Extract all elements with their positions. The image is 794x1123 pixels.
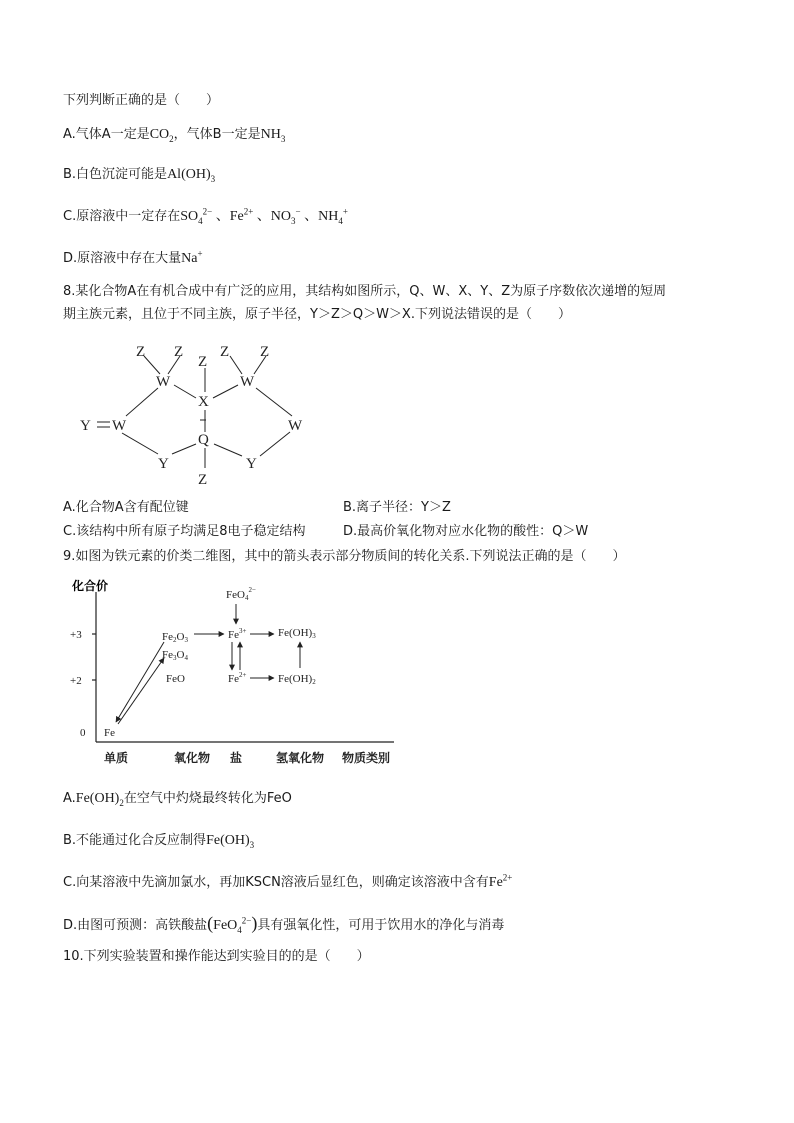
formula-co2: $CO_2$ xyxy=(149,127,174,144)
atom-z: Z xyxy=(220,344,230,360)
species-fe3plus: $Fe^{3+}$ xyxy=(228,627,247,641)
x-label: 盐 xyxy=(230,751,243,765)
atom-z: Z xyxy=(198,472,208,488)
q7-option-d xyxy=(63,250,203,268)
formula-fe-oh-3: $Fe(OH)_3$ xyxy=(206,833,255,850)
atom-z: Z xyxy=(198,354,208,370)
species-fe-oh-3: Fe(OH)3 xyxy=(278,627,316,640)
q8-option-d: D.最高价氧化物对应水化物的酸性：Q＞W xyxy=(343,524,589,539)
atom-w: W xyxy=(288,418,303,434)
species-feo4-2minus: $FeO4^{2-}$ xyxy=(226,586,256,602)
species-fe2o3: Fe2O3 xyxy=(162,631,188,644)
x-label: 氧化物 xyxy=(174,751,211,765)
atom-y: Y xyxy=(246,456,257,472)
q9-option-c xyxy=(63,874,512,892)
q8-stem-line-1: 8.某化合物A在有机合成中有广泛的应用，其结构如图所示，Q、W、X、Y、Z为原子序数依次递增的短周 xyxy=(63,284,667,299)
q7-option-b-pre: B.白色沉淀可能是 xyxy=(63,167,168,182)
q8-option-c: C.该结构中所有原子均满足8电子稳定结构 xyxy=(63,524,306,539)
q9-option-d xyxy=(63,914,504,935)
q9-option-a-pre: A. xyxy=(63,791,76,806)
formula-nh3: $NH_3$ xyxy=(260,127,286,144)
y-tick: 0 xyxy=(80,727,86,739)
q9-option-d-post: 具有强氧化性，可用于饮用水的净化与消毒 xyxy=(257,918,505,933)
q9-option-a-post: 在空气中灼烧最终转化为FeO xyxy=(123,791,292,806)
q8-structure-diagram xyxy=(70,338,330,490)
species-fe3o4: Fe3O4 xyxy=(162,649,188,662)
ion-na: Na+ xyxy=(181,248,203,266)
atom-y: Y xyxy=(158,456,169,472)
formula-fe-oh-2: $Fe(OH)_2$ xyxy=(75,791,124,808)
ion-fe2plus: $Fe^{2+}$ xyxy=(488,872,513,890)
q9-option-a xyxy=(63,790,292,808)
atom-z: Z xyxy=(174,344,184,360)
arrow-fe-to-fe3o4 xyxy=(118,658,164,724)
q7-stem: 下列判断正确的是（ ） xyxy=(63,93,220,108)
species-feo: FeO xyxy=(166,673,185,685)
q7-option-c-pre: C.原溶液中一定存在 xyxy=(63,209,181,224)
q7-option-a-pre: A.气体A一定是 xyxy=(63,127,150,142)
formula-al-oh-3: $Al(OH)_3$ xyxy=(167,167,216,184)
species-fe: Fe xyxy=(104,727,115,739)
atom-q: Q xyxy=(198,432,209,448)
q7-option-b xyxy=(63,166,215,184)
atom-w: W xyxy=(112,418,127,434)
y-axis-title: 化合价 xyxy=(72,579,109,593)
iron-valence-class-diagram xyxy=(68,576,408,770)
q9-option-d-pre: D.由图可预测：高铁酸盐 xyxy=(63,918,208,933)
x-label: 物质类别 xyxy=(342,751,391,765)
species-fe-oh-2: Fe(OH)2 xyxy=(278,673,316,686)
q8-stem-line-2: 期主族元素，且位于不同主族，原子半径，Y＞Z＞Q＞W＞X.下列说法错误的是（ ） xyxy=(63,307,571,322)
y-tick: +3 xyxy=(70,629,82,641)
ion-feo4-2minus: (FeO$_4^{2-}$) xyxy=(207,913,258,935)
atom-z: Z xyxy=(260,344,270,360)
atom-w: W xyxy=(156,374,171,390)
atom-y: Y xyxy=(80,418,91,434)
atom-z: Z xyxy=(136,344,146,360)
q7-option-a-mid: ，气体B一定是 xyxy=(173,127,261,142)
q8-option-b: B.离子半径：Y＞Z xyxy=(343,500,451,515)
q7-option-c xyxy=(63,208,348,226)
x-label: 氢氧化物 xyxy=(276,751,325,765)
q7-option-a xyxy=(63,126,285,144)
x-label: 单质 xyxy=(104,751,129,765)
atom-x: X xyxy=(198,394,209,410)
y-tick: +2 xyxy=(70,675,82,687)
atom-w: W xyxy=(240,374,255,390)
q9-option-b xyxy=(63,832,254,850)
q9-option-b-pre: B.不能通过化合反应制得 xyxy=(63,833,207,848)
q8-option-a: A.化合物A含有配位键 xyxy=(63,500,189,515)
q9-option-c-text: C.向某溶液中先滴加氯水，再加KSCN溶液后显红色，则确定该溶液中含有 xyxy=(63,875,489,890)
q7-option-d-pre: D.原溶液中存在大量 xyxy=(63,251,182,266)
q9-stem: 9.如图为铁元素的价类二维图，其中的箭头表示部分物质间的转化关系.下列说法正确的是（ ） xyxy=(63,549,626,564)
species-fe2plus: $Fe^{2+}$ xyxy=(228,671,247,685)
q10-stem: 10.下列实验装置和操作能达到实验目的的是（ ） xyxy=(63,949,370,964)
ion-list: $SO_4^{2-}$ 、$Fe^{2+}$ 、$NO_3^-$ 、$NH_4^+$ xyxy=(180,206,348,226)
arrow-fe2o3-to-fe xyxy=(116,642,164,722)
